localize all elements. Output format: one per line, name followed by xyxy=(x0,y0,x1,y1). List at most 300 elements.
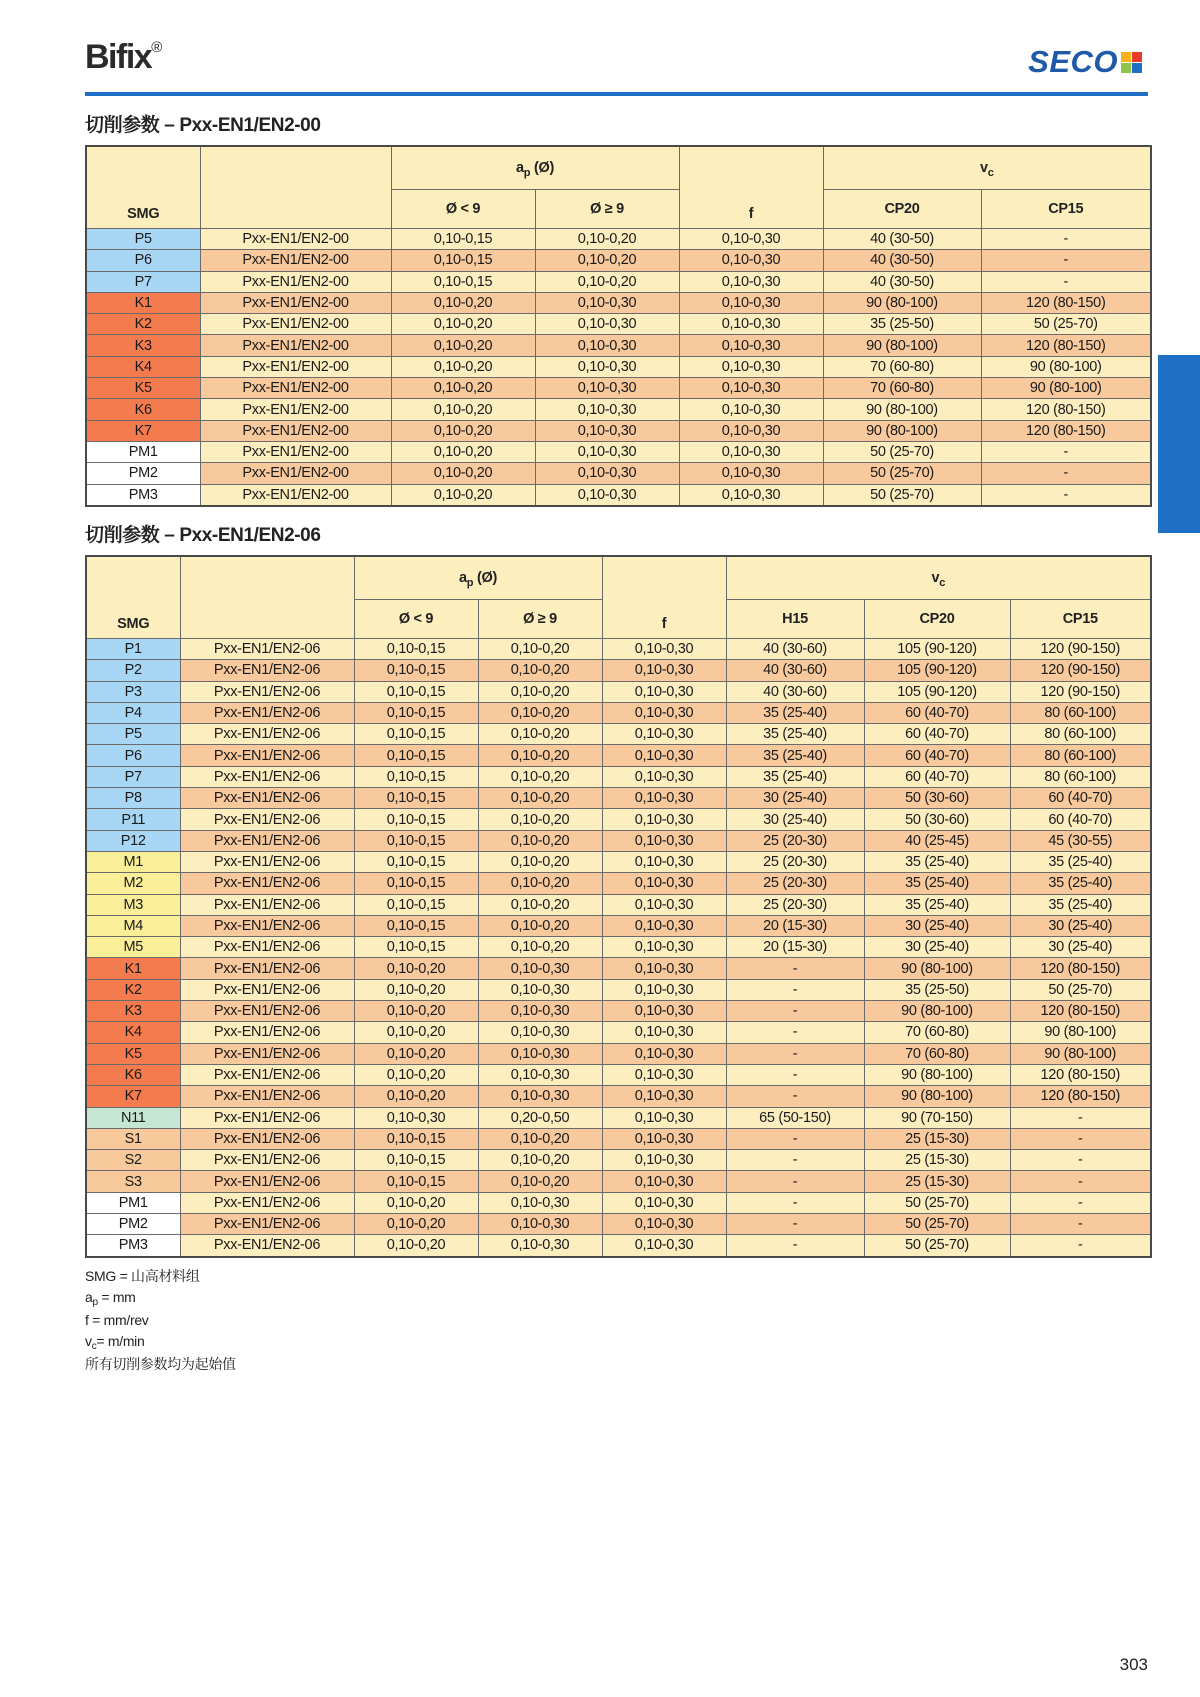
cp15-cell: 120 (90-150) xyxy=(1010,681,1151,702)
a1-cell: 0,10-0,15 xyxy=(354,894,478,915)
tool-cell: Pxx-EN1/EN2-06 xyxy=(180,809,354,830)
f-cell: 0,10-0,30 xyxy=(602,702,726,723)
table-row xyxy=(86,441,1151,462)
cp20-cell: 30 (25-40) xyxy=(864,915,1010,936)
table-row xyxy=(86,1086,1151,1107)
table1-title: 切削参数 – Pxx-EN1/EN2-00 xyxy=(85,115,321,136)
h15-cell: 20 (15-30) xyxy=(726,915,864,936)
cp15-cell: 35 (25-40) xyxy=(1010,873,1151,894)
f-cell: 0,10-0,30 xyxy=(602,1064,726,1085)
cp15-cell: 35 (25-40) xyxy=(1010,894,1151,915)
table-row xyxy=(86,484,1151,506)
cp20-cell: 40 (30-50) xyxy=(823,271,981,292)
f-cell: 0,10-0,30 xyxy=(602,1214,726,1235)
f-cell: 0,10-0,30 xyxy=(602,1171,726,1192)
tool-cell: Pxx-EN1/EN2-00 xyxy=(200,441,391,462)
table-row xyxy=(86,229,1151,250)
f-cell: 0,10-0,30 xyxy=(602,1043,726,1064)
a2-cell: 0,10-0,30 xyxy=(478,1235,602,1257)
cp15-cell: 60 (40-70) xyxy=(1010,788,1151,809)
cp15-cell: 120 (80-150) xyxy=(981,335,1151,356)
table-row xyxy=(86,958,1151,979)
cp20-cell: 60 (40-70) xyxy=(864,724,1010,745)
a2-cell: 0,10-0,30 xyxy=(535,441,679,462)
cp20-cell: 70 (60-80) xyxy=(823,356,981,377)
note-ap: $a_p$ = mm xyxy=(85,1289,136,1308)
f-cell: 0,10-0,30 xyxy=(602,1150,726,1171)
a2-cell: 0,10-0,30 xyxy=(535,292,679,313)
cp20-cell: 40 (30-50) xyxy=(823,250,981,271)
table-row xyxy=(86,1192,1151,1213)
a2-cell: 0,10-0,30 xyxy=(478,979,602,1000)
a1-cell: 0,10-0,20 xyxy=(354,979,478,1000)
a2-cell: 0,10-0,30 xyxy=(478,1022,602,1043)
cp20-cell: 70 (60-80) xyxy=(864,1043,1010,1064)
table-row xyxy=(86,1235,1151,1257)
a1-cell: 0,10-0,15 xyxy=(354,639,478,660)
table-row xyxy=(86,724,1151,745)
a2-cell: 0,10-0,20 xyxy=(478,1150,602,1171)
h15-cell: 35 (25-40) xyxy=(726,766,864,787)
tool-cell: Pxx-EN1/EN2-06 xyxy=(180,851,354,872)
tool-cell: Pxx-EN1/EN2-06 xyxy=(180,1214,354,1235)
table-row xyxy=(86,463,1151,484)
smg-cell: M4 xyxy=(86,915,180,936)
a2-cell: 0,10-0,20 xyxy=(478,766,602,787)
table-row xyxy=(86,639,1151,660)
table-row xyxy=(86,1107,1151,1128)
tool-cell: Pxx-EN1/EN2-06 xyxy=(180,894,354,915)
a1-cell: 0,10-0,15 xyxy=(391,271,535,292)
tool-cell: Pxx-EN1/EN2-06 xyxy=(180,702,354,723)
tool-cell: Pxx-EN1/EN2-06 xyxy=(180,766,354,787)
cp20-cell: 35 (25-50) xyxy=(864,979,1010,1000)
smg-header: SMG xyxy=(86,556,180,639)
a2-cell: 0,10-0,30 xyxy=(535,420,679,441)
cp15-cell: 60 (40-70) xyxy=(1010,809,1151,830)
h15-cell: - xyxy=(726,958,864,979)
f-cell: 0,10-0,30 xyxy=(679,484,823,506)
cp15-cell: - xyxy=(1010,1150,1151,1171)
table-row xyxy=(86,399,1151,420)
table-row xyxy=(86,292,1151,313)
cp15-cell: 120 (80-150) xyxy=(1010,1064,1151,1085)
cp20-cell: 50 (25-70) xyxy=(823,441,981,462)
cp20-cell: 105 (90-120) xyxy=(864,660,1010,681)
cp15-cell: 120 (80-150) xyxy=(1010,958,1151,979)
table-row xyxy=(86,1171,1151,1192)
f-cell: 0,10-0,30 xyxy=(679,356,823,377)
cp15-cell: 80 (60-100) xyxy=(1010,702,1151,723)
h15-cell: 25 (20-30) xyxy=(726,894,864,915)
h15-cell: 35 (25-40) xyxy=(726,702,864,723)
cp15-cell: 90 (80-100) xyxy=(981,378,1151,399)
a1-cell: 0,10-0,20 xyxy=(391,314,535,335)
tool-cell: Pxx-EN1/EN2-06 xyxy=(180,1001,354,1022)
cp15-cell: 50 (25-70) xyxy=(1010,979,1151,1000)
cp15-cell: - xyxy=(981,463,1151,484)
a2-cell: 0,10-0,30 xyxy=(535,399,679,420)
a2-cell: 0,10-0,20 xyxy=(535,271,679,292)
smg-cell: M1 xyxy=(86,851,180,872)
smg-cell: K5 xyxy=(86,378,200,399)
cp20-cell: 30 (25-40) xyxy=(864,937,1010,958)
smg-cell: K3 xyxy=(86,1001,180,1022)
a1-cell: 0,10-0,20 xyxy=(354,1086,478,1107)
h15-cell: - xyxy=(726,979,864,1000)
f-cell: 0,10-0,30 xyxy=(602,1235,726,1257)
a2-cell: 0,10-0,30 xyxy=(478,1001,602,1022)
cutting-data-table-00 xyxy=(85,145,1152,507)
f-cell: 0,10-0,30 xyxy=(602,1107,726,1128)
feed-header: f xyxy=(679,146,823,229)
cp20-cell: 60 (40-70) xyxy=(864,745,1010,766)
h15-cell: - xyxy=(726,1235,864,1257)
h15-cell: - xyxy=(726,1150,864,1171)
cp20-cell: 90 (80-100) xyxy=(823,335,981,356)
table-row xyxy=(86,250,1151,271)
h15-cell: 65 (50-150) xyxy=(726,1107,864,1128)
smg-cell: K6 xyxy=(86,399,200,420)
cp15-cell: - xyxy=(1010,1107,1151,1128)
h15-cell: - xyxy=(726,1086,864,1107)
seco-logo xyxy=(1028,44,1142,80)
cp20-cell: 90 (80-100) xyxy=(864,1064,1010,1085)
smg-cell: P8 xyxy=(86,788,180,809)
f-cell: 0,10-0,30 xyxy=(602,724,726,745)
tool-cell: Pxx-EN1/EN2-00 xyxy=(200,356,391,377)
cp20-cell: 25 (15-30) xyxy=(864,1128,1010,1149)
a1-cell: 0,10-0,15 xyxy=(354,766,478,787)
f-cell: 0,10-0,30 xyxy=(679,292,823,313)
cp20-cell: 70 (60-80) xyxy=(823,378,981,399)
smg-cell: P7 xyxy=(86,766,180,787)
cp15-cell: 80 (60-100) xyxy=(1010,766,1151,787)
table-row xyxy=(86,335,1151,356)
cp15-cell: 120 (90-150) xyxy=(1010,639,1151,660)
vc-header: $v_c$ xyxy=(823,146,1151,190)
smg-cell: PM1 xyxy=(86,441,200,462)
tool-cell: Pxx-EN1/EN2-00 xyxy=(200,399,391,420)
table-row xyxy=(86,660,1151,681)
smg-cell: K1 xyxy=(86,292,200,313)
a1-cell: 0,10-0,15 xyxy=(354,660,478,681)
cp15-cell: 120 (80-150) xyxy=(1010,1001,1151,1022)
table-row xyxy=(86,979,1151,1000)
cp20-cell: 35 (25-50) xyxy=(823,314,981,335)
vc-header: $v_c$ xyxy=(726,556,1151,600)
tool-cell: Pxx-EN1/EN2-00 xyxy=(200,292,391,313)
table-row xyxy=(86,851,1151,872)
table-row xyxy=(86,873,1151,894)
cp15-cell: - xyxy=(1010,1128,1151,1149)
h15-cell: - xyxy=(726,1128,864,1149)
smg-cell: K2 xyxy=(86,979,180,1000)
a1-cell: 0,10-0,15 xyxy=(391,250,535,271)
note-start-values: 所有切削参数均为起始值 xyxy=(85,1356,236,1372)
tool-cell: Pxx-EN1/EN2-06 xyxy=(180,1192,354,1213)
smg-cell: M5 xyxy=(86,937,180,958)
cp15-header: CP15 xyxy=(981,190,1151,229)
smg-cell: P5 xyxy=(86,229,200,250)
brand-title xyxy=(85,38,162,77)
smg-header: SMG xyxy=(86,146,200,229)
a1-cell: 0,10-0,15 xyxy=(354,851,478,872)
cp15-cell: 120 (80-150) xyxy=(1010,1086,1151,1107)
table-row xyxy=(86,1150,1151,1171)
ap-header: $a_p$ (Ø) xyxy=(391,146,679,190)
h15-cell: 40 (30-60) xyxy=(726,660,864,681)
tool-cell: Pxx-EN1/EN2-06 xyxy=(180,1128,354,1149)
a2-cell: 0,10-0,30 xyxy=(535,463,679,484)
cp20-cell: 25 (15-30) xyxy=(864,1171,1010,1192)
tool-cell: Pxx-EN1/EN2-06 xyxy=(180,1171,354,1192)
tool-cell: Pxx-EN1/EN2-06 xyxy=(180,681,354,702)
smg-cell: P3 xyxy=(86,681,180,702)
h15-cell: 40 (30-60) xyxy=(726,681,864,702)
tool-cell: Pxx-EN1/EN2-00 xyxy=(200,271,391,292)
a1-cell: 0,10-0,15 xyxy=(354,788,478,809)
smg-cell: P6 xyxy=(86,745,180,766)
a2-cell: 0,10-0,20 xyxy=(478,830,602,851)
f-cell: 0,10-0,30 xyxy=(679,420,823,441)
a2-cell: 0,10-0,30 xyxy=(535,484,679,506)
f-cell: 0,10-0,30 xyxy=(679,378,823,399)
table-row xyxy=(86,915,1151,936)
f-cell: 0,10-0,30 xyxy=(602,681,726,702)
cp15-cell: - xyxy=(981,441,1151,462)
cp15-cell: - xyxy=(981,484,1151,506)
a2-cell: 0,10-0,30 xyxy=(535,335,679,356)
table-row xyxy=(86,1043,1151,1064)
tool-cell: Pxx-EN1/EN2-06 xyxy=(180,979,354,1000)
tool-cell: Pxx-EN1/EN2-06 xyxy=(180,937,354,958)
a2-cell: 0,10-0,30 xyxy=(478,1214,602,1235)
a2-cell: 0,10-0,20 xyxy=(478,681,602,702)
cp15-cell: 90 (80-100) xyxy=(1010,1022,1151,1043)
cp15-cell: 90 (80-100) xyxy=(981,356,1151,377)
a1-cell: 0,10-0,20 xyxy=(354,1192,478,1213)
a2-cell: 0,10-0,30 xyxy=(535,356,679,377)
cp20-cell: 60 (40-70) xyxy=(864,766,1010,787)
f-cell: 0,10-0,30 xyxy=(679,399,823,420)
f-cell: 0,10-0,30 xyxy=(602,937,726,958)
smg-cell: PM2 xyxy=(86,463,200,484)
tool-cell: Pxx-EN1/EN2-06 xyxy=(180,1235,354,1257)
tool-cell: Pxx-EN1/EN2-00 xyxy=(200,250,391,271)
tool-header xyxy=(180,556,354,639)
table-row xyxy=(86,356,1151,377)
tool-cell: Pxx-EN1/EN2-00 xyxy=(200,314,391,335)
tool-cell: Pxx-EN1/EN2-00 xyxy=(200,335,391,356)
cp20-cell: 35 (25-40) xyxy=(864,894,1010,915)
a1-cell: 0,10-0,15 xyxy=(354,1150,478,1171)
table-row xyxy=(86,420,1151,441)
a2-cell: 0,10-0,20 xyxy=(478,702,602,723)
h15-cell: - xyxy=(726,1001,864,1022)
cp20-cell: 90 (80-100) xyxy=(823,399,981,420)
f-cell: 0,10-0,30 xyxy=(602,745,726,766)
smg-cell: PM3 xyxy=(86,1235,180,1257)
a2-cell: 0,10-0,20 xyxy=(478,915,602,936)
a1-cell: 0,10-0,20 xyxy=(391,484,535,506)
tool-cell: Pxx-EN1/EN2-06 xyxy=(180,745,354,766)
table-row xyxy=(86,1128,1151,1149)
tool-cell: Pxx-EN1/EN2-06 xyxy=(180,1043,354,1064)
a1-cell: 0,10-0,20 xyxy=(391,441,535,462)
tool-cell: Pxx-EN1/EN2-06 xyxy=(180,873,354,894)
cp20-cell: 90 (80-100) xyxy=(864,1001,1010,1022)
smg-cell: P2 xyxy=(86,660,180,681)
table-row xyxy=(86,830,1151,851)
cp20-cell: 90 (80-100) xyxy=(823,292,981,313)
f-cell: 0,10-0,30 xyxy=(602,1086,726,1107)
f-cell: 0,10-0,30 xyxy=(602,873,726,894)
table-row xyxy=(86,894,1151,915)
a2-cell: 0,10-0,20 xyxy=(478,639,602,660)
a1-cell: 0,10-0,15 xyxy=(354,873,478,894)
cp20-cell: 60 (40-70) xyxy=(864,702,1010,723)
tool-cell: Pxx-EN1/EN2-06 xyxy=(180,788,354,809)
h15-cell: 25 (20-30) xyxy=(726,851,864,872)
a2-cell: 0,10-0,20 xyxy=(478,894,602,915)
h15-cell: 30 (25-40) xyxy=(726,788,864,809)
f-cell: 0,10-0,30 xyxy=(602,809,726,830)
cp20-cell: 70 (60-80) xyxy=(864,1022,1010,1043)
cp20-cell: 90 (70-150) xyxy=(864,1107,1010,1128)
cp20-cell: 90 (80-100) xyxy=(864,1086,1010,1107)
table-row xyxy=(86,788,1151,809)
smg-cell: P7 xyxy=(86,271,200,292)
tool-cell: Pxx-EN1/EN2-06 xyxy=(180,724,354,745)
f-cell: 0,10-0,30 xyxy=(602,1192,726,1213)
cp20-cell: 50 (25-70) xyxy=(823,463,981,484)
smg-cell: K2 xyxy=(86,314,200,335)
h15-cell: - xyxy=(726,1171,864,1192)
h15-cell: - xyxy=(726,1214,864,1235)
a1-cell: 0,10-0,20 xyxy=(354,1043,478,1064)
smg-cell: P12 xyxy=(86,830,180,851)
f-cell: 0,10-0,30 xyxy=(602,1128,726,1149)
a1-cell: 0,10-0,15 xyxy=(391,229,535,250)
table-row xyxy=(86,937,1151,958)
cp20-cell: 90 (80-100) xyxy=(823,420,981,441)
cp15-cell: 45 (30-55) xyxy=(1010,830,1151,851)
smg-cell: K7 xyxy=(86,1086,180,1107)
cp15-cell: - xyxy=(1010,1214,1151,1235)
a2-cell: 0,10-0,30 xyxy=(478,1043,602,1064)
f-cell: 0,10-0,30 xyxy=(679,314,823,335)
smg-cell: M3 xyxy=(86,894,180,915)
a1-cell: 0,10-0,30 xyxy=(354,1107,478,1128)
cp20-cell: 40 (30-50) xyxy=(823,229,981,250)
a2-cell: 0,10-0,20 xyxy=(535,250,679,271)
tool-cell: Pxx-EN1/EN2-06 xyxy=(180,1150,354,1171)
cp20-header: CP20 xyxy=(864,600,1010,639)
cp15-cell: 80 (60-100) xyxy=(1010,724,1151,745)
a2-cell: 0,10-0,20 xyxy=(478,724,602,745)
h15-cell: 35 (25-40) xyxy=(726,724,864,745)
a1-cell: 0,10-0,20 xyxy=(391,356,535,377)
f-cell: 0,10-0,30 xyxy=(602,788,726,809)
smg-cell: M2 xyxy=(86,873,180,894)
h15-cell: 25 (20-30) xyxy=(726,873,864,894)
a2-cell: 0,10-0,20 xyxy=(478,937,602,958)
h15-cell: - xyxy=(726,1022,864,1043)
a1-cell: 0,10-0,15 xyxy=(354,745,478,766)
tool-cell: Pxx-EN1/EN2-00 xyxy=(200,463,391,484)
cp20-cell: 90 (80-100) xyxy=(864,958,1010,979)
h15-cell: - xyxy=(726,1064,864,1085)
side-chapter-tab xyxy=(1158,355,1200,533)
smg-cell: S2 xyxy=(86,1150,180,1171)
f-cell: 0,10-0,30 xyxy=(602,851,726,872)
h15-cell: 25 (20-30) xyxy=(726,830,864,851)
table2-title: 切削参数 – Pxx-EN1/EN2-06 xyxy=(85,525,321,546)
cp20-cell: 50 (25-70) xyxy=(823,484,981,506)
f-cell: 0,10-0,30 xyxy=(602,830,726,851)
seco-logo-text: SECO xyxy=(1028,44,1118,79)
f-cell: 0,10-0,30 xyxy=(679,250,823,271)
a1-cell: 0,10-0,15 xyxy=(354,1128,478,1149)
cp20-cell: 25 (15-30) xyxy=(864,1150,1010,1171)
cp15-cell: 80 (60-100) xyxy=(1010,745,1151,766)
note-f: f = mm/rev xyxy=(85,1312,149,1328)
seco-logo-squares-icon xyxy=(1121,52,1142,73)
a2-cell: 0,10-0,30 xyxy=(535,378,679,399)
smg-cell: K1 xyxy=(86,958,180,979)
h15-cell: 20 (15-30) xyxy=(726,937,864,958)
table-row xyxy=(86,702,1151,723)
smg-cell: K5 xyxy=(86,1043,180,1064)
cp15-header: CP15 xyxy=(1010,600,1151,639)
h15-cell: - xyxy=(726,1043,864,1064)
cp15-cell: 50 (25-70) xyxy=(981,314,1151,335)
smg-cell: P1 xyxy=(86,639,180,660)
cp20-cell: 50 (30-60) xyxy=(864,809,1010,830)
h15-cell: 40 (30-60) xyxy=(726,639,864,660)
cp20-cell: 35 (25-40) xyxy=(864,873,1010,894)
tool-cell: Pxx-EN1/EN2-06 xyxy=(180,915,354,936)
f-cell: 0,10-0,30 xyxy=(602,979,726,1000)
cp15-cell: 120 (80-150) xyxy=(981,292,1151,313)
a2-cell: 0,10-0,30 xyxy=(478,958,602,979)
cp20-cell: 105 (90-120) xyxy=(864,639,1010,660)
a1-cell: 0,10-0,20 xyxy=(354,1214,478,1235)
a1-cell: 0,10-0,20 xyxy=(391,292,535,313)
cp20-cell: 35 (25-40) xyxy=(864,851,1010,872)
a2-cell: 0,10-0,20 xyxy=(535,229,679,250)
note-smg: SMG = 山高材料组 xyxy=(85,1268,200,1284)
smg-cell: PM2 xyxy=(86,1214,180,1235)
a2-cell: 0,10-0,20 xyxy=(478,788,602,809)
tool-cell: Pxx-EN1/EN2-06 xyxy=(180,660,354,681)
table-row xyxy=(86,809,1151,830)
h15-cell: - xyxy=(726,1192,864,1213)
f-cell: 0,10-0,30 xyxy=(602,660,726,681)
smg-cell: PM3 xyxy=(86,484,200,506)
cp15-cell: - xyxy=(1010,1235,1151,1257)
cp15-cell: - xyxy=(981,229,1151,250)
cp20-cell: 105 (90-120) xyxy=(864,681,1010,702)
tool-header xyxy=(200,146,391,229)
f-cell: 0,10-0,30 xyxy=(602,1001,726,1022)
smg-cell: K3 xyxy=(86,335,200,356)
table-row xyxy=(86,1064,1151,1085)
table-row xyxy=(86,271,1151,292)
smg-cell: P6 xyxy=(86,250,200,271)
a2-cell: 0,10-0,20 xyxy=(478,660,602,681)
